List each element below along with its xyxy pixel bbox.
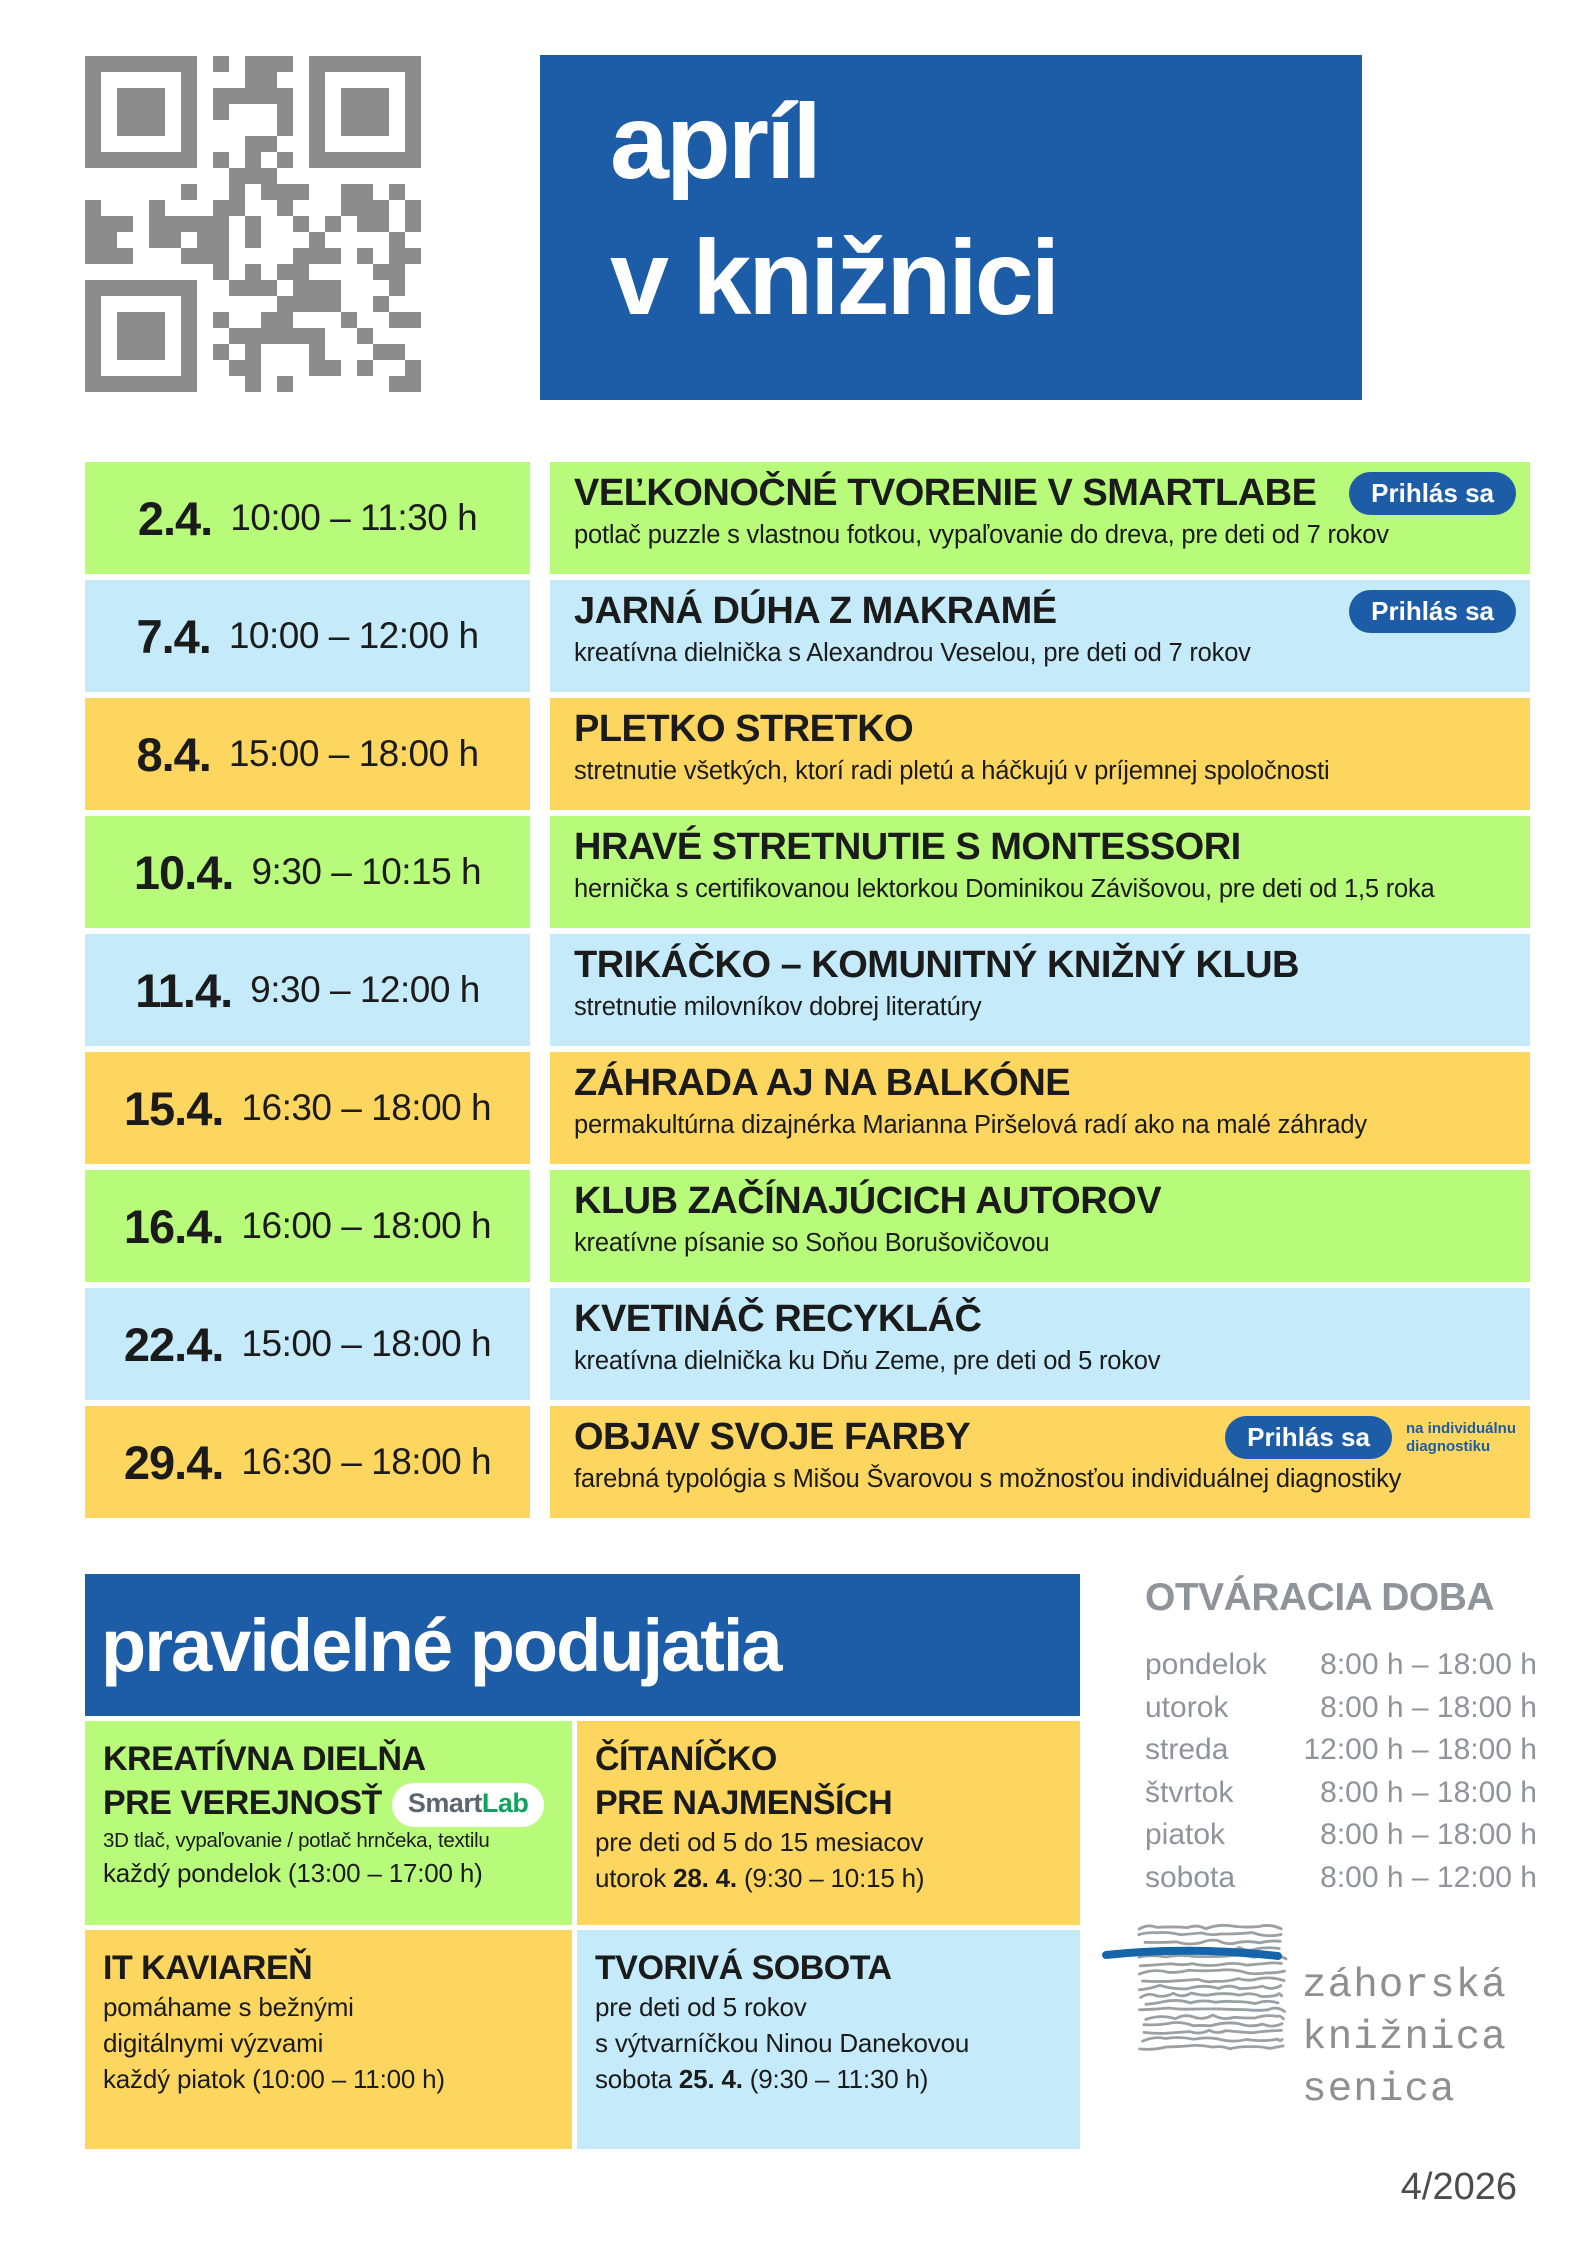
regular-events-header <box>85 1574 1080 1716</box>
signup-button[interactable]: Prihlás sa <box>1225 1416 1392 1459</box>
event-title: TRIKÁČKO – KOMUNITNÝ KNIŽNÝ KLUB <box>574 944 1299 986</box>
event-title: PLETKO STRETKO <box>574 708 914 750</box>
event-title: ZÁHRADA AJ NA BALKÓNE <box>574 1062 1071 1104</box>
event-title: KLUB ZAČÍNAJÚCICH AUTOROV <box>574 1180 1162 1222</box>
event-time: 10:00 – 11:30 h <box>230 497 478 538</box>
event-row <box>85 1052 1530 1164</box>
event-date: 8.4. <box>136 727 211 781</box>
event-content-cell <box>550 580 1530 692</box>
event-description: kreatívna dielnička ku Dňu Zeme, pre deti od 5 rokov <box>574 1346 1161 1375</box>
opening-hours-table <box>1145 1644 1537 1900</box>
event-time: 16:00 – 18:00 h <box>241 1205 492 1246</box>
event-row <box>85 462 1530 574</box>
event-time: 9:30 – 12:00 h <box>250 969 480 1010</box>
event-row <box>85 816 1530 928</box>
regular-box-title: ČÍTANÍČKO <box>595 1740 777 1778</box>
event-time: 10:00 – 12:00 h <box>228 615 479 656</box>
regular-box-tvoriva-sobota <box>577 1930 1080 2149</box>
opening-hours-row <box>1145 1687 1537 1730</box>
issue-number: 4/2026 <box>1400 2166 1517 2208</box>
day-label: utorok <box>1145 1690 1229 1724</box>
event-time: 16:30 – 18:00 h <box>241 1441 492 1482</box>
opening-hours-row <box>1145 1729 1537 1772</box>
opening-hours-row <box>1145 1857 1537 1900</box>
signup-note-line1: na individuálnu <box>1405 1419 1516 1437</box>
event-title: JARNÁ DÚHA Z MAKRAMÉ <box>574 590 1057 632</box>
event-date: 2.4. <box>137 491 213 545</box>
day-hours: 8:00 h – 18:00 h <box>1320 1648 1537 1681</box>
regular-box-line: 3D tlač, vypaľovanie / potlač hrnčeka, textilu <box>103 1829 490 1853</box>
event-time: 16:30 – 18:00 h <box>241 1087 492 1128</box>
event-date: 16.4. <box>123 1199 224 1253</box>
event-row <box>85 580 1530 692</box>
page-title-line1: apríl <box>610 83 819 201</box>
regular-box-line: digitálnymi výzvami <box>103 2028 324 2059</box>
event-content-cell <box>550 1288 1530 1400</box>
regular-box-citanicko <box>577 1721 1080 1925</box>
event-content-cell <box>550 1052 1530 1164</box>
regular-box-title-line2: PRE NAJMENŠÍCH <box>595 1784 893 1823</box>
events-list <box>85 462 1530 1524</box>
event-row <box>85 934 1530 1046</box>
event-content-cell <box>550 816 1530 928</box>
day-label: štvrtok <box>1145 1775 1234 1809</box>
regular-events-title: pravidelné podujatia <box>101 1603 781 1687</box>
event-content-cell <box>550 698 1530 810</box>
regular-box-line: pre deti od 5 rokov <box>595 1992 807 2023</box>
day-label: pondelok <box>1145 1648 1267 1681</box>
event-row <box>85 1288 1530 1400</box>
event-description: stretnutie milovníkov dobrej literatúry <box>574 992 982 1021</box>
event-description: stretnutie všetkých, ktorí radi pletú a háčkujú v príjemnej spoločnosti <box>574 756 1330 785</box>
event-date-cell <box>85 816 530 928</box>
regular-box-line: utorok 28. 4. (9:30 – 10:15 h) <box>595 1863 925 1894</box>
signup-button[interactable]: Prihlás sa <box>1349 472 1516 515</box>
logo-line3: senica <box>1302 2067 1456 2114</box>
event-title: VEĽKONOČNÉ TVORENIE V SMARTLABE <box>574 472 1317 514</box>
opening-hours-row <box>1145 1644 1537 1687</box>
qr-code-icon <box>85 56 421 392</box>
signup-note <box>1406 1420 1516 1456</box>
day-hours: 12:00 h – 18:00 h <box>1303 1733 1537 1767</box>
event-description: farebná typológia s Mišou Švarovou s možnosťou individuálnej diagnostiky <box>574 1464 1402 1493</box>
day-hours: 8:00 h – 18:00 h <box>1320 1690 1537 1724</box>
signup-button[interactable]: Prihlás sa <box>1349 590 1516 633</box>
event-title: KVETINÁČ RECYKLÁČ <box>574 1298 982 1340</box>
event-row <box>85 1406 1530 1518</box>
event-date-cell <box>85 580 530 692</box>
header-title-box <box>540 55 1362 400</box>
opening-hours-row <box>1145 1814 1537 1857</box>
event-row <box>85 698 1530 810</box>
event-date: 7.4. <box>136 609 211 663</box>
regular-box-line: sobota 25. 4. (9:30 – 11:30 h) <box>595 2063 929 2094</box>
page-title-line2: v knižnici <box>610 218 1058 337</box>
regular-box-title-line2: PRE VEREJNOSŤ SmartLab <box>103 1781 554 1827</box>
library-logo <box>1130 1922 1587 2122</box>
event-date-cell <box>85 934 530 1046</box>
event-date: 10.4. <box>133 845 234 899</box>
book-pages-icon <box>1130 1922 1300 2058</box>
regular-box-line: pre deti od 5 do 15 mesiacov <box>595 1827 924 1858</box>
event-time: 15:00 – 18:00 h <box>228 733 479 774</box>
logo-line2: knižnica <box>1302 2015 1507 2062</box>
event-date-cell <box>85 1052 530 1164</box>
event-date-cell <box>85 1406 530 1518</box>
regular-box-it-kaviaren <box>85 1930 572 2149</box>
event-description: kreatívne písanie so Soňou Borušovičovou <box>574 1228 1050 1257</box>
event-title: HRAVÉ STRETNUTIE S MONTESSORI <box>574 826 1241 868</box>
event-time: 15:00 – 18:00 h <box>241 1323 492 1364</box>
event-content-cell <box>550 1406 1530 1518</box>
library-logo-text <box>1302 1960 1507 2116</box>
regular-box-line: pomáhame s bežnými <box>103 1992 354 2023</box>
event-date-cell <box>85 1170 530 1282</box>
day-label: piatok <box>1145 1818 1226 1852</box>
day-hours: 8:00 h – 18:00 h <box>1320 1818 1537 1852</box>
signup-note-line2: diagnostiku <box>1405 1437 1491 1455</box>
event-date-cell <box>85 462 530 574</box>
event-date: 29.4. <box>123 1435 224 1489</box>
event-title: OBJAV SVOJE FARBY <box>574 1416 971 1458</box>
regular-box-title: TVORIVÁ SOBOTA <box>595 1949 892 1987</box>
event-description: permakultúrna dizajnérka Marianna Piršelová radí ako na malé záhrady <box>574 1110 1367 1139</box>
event-description: potlač puzzle s vlastnou fotkou, vypaľovanie do dreva, pre deti od 7 rokov <box>574 520 1389 549</box>
smartlab-logo: SmartLab <box>392 1783 545 1827</box>
regular-box-line: s výtvarníčkou Ninou Danekovou <box>595 2028 970 2059</box>
opening-hours-row <box>1145 1772 1537 1815</box>
regular-box-title: KREATÍVNA DIELŇA <box>103 1740 426 1778</box>
event-row <box>85 1170 1530 1282</box>
event-date: 15.4. <box>123 1081 224 1135</box>
logo-line1: záhorská <box>1302 1963 1507 2009</box>
event-content-cell <box>550 462 1530 574</box>
event-description: kreatívna dielnička s Alexandrou Veselou, pre deti od 7 rokov <box>574 638 1251 667</box>
event-date: 22.4. <box>123 1317 224 1371</box>
day-label: streda <box>1145 1733 1229 1767</box>
regular-events-grid <box>85 1721 1080 2149</box>
day-label: sobota <box>1145 1860 1236 1894</box>
opening-hours <box>1145 1576 1537 1900</box>
event-date-cell <box>85 1288 530 1400</box>
regular-box-title: IT KAVIAREŇ <box>103 1949 313 1987</box>
regular-box-line: každý pondelok (13:00 – 17:00 h) <box>103 1857 483 1888</box>
event-description: hernička s certifikovanou lektorkou Dominikou Závišovou, pre deti od 1,5 roka <box>574 874 1435 903</box>
event-content-cell <box>550 1170 1530 1282</box>
event-content-cell <box>550 934 1530 1046</box>
opening-hours-title: OTVÁRACIA DOBA <box>1145 1576 1495 1619</box>
regular-box-line: každý piatok (10:00 – 11:00 h) <box>103 2063 445 2094</box>
day-hours: 8:00 h – 18:00 h <box>1320 1775 1537 1809</box>
event-time: 9:30 – 10:15 h <box>251 851 482 892</box>
day-hours: 8:00 h – 12:00 h <box>1320 1860 1537 1894</box>
event-date-cell <box>85 698 530 810</box>
event-date: 11.4. <box>135 963 233 1017</box>
regular-box-kreativna-dielna <box>85 1721 572 1925</box>
